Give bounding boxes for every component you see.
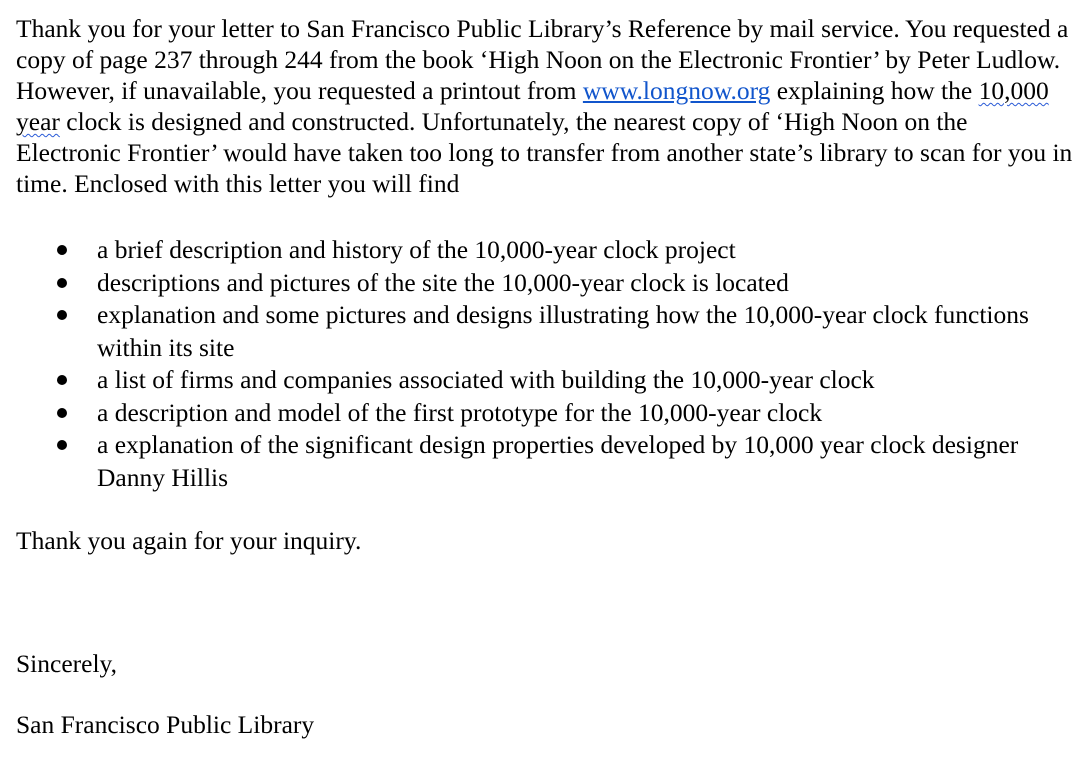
bullet-icon	[57, 245, 67, 255]
list-item	[16, 299, 1076, 364]
bullet-icon	[57, 408, 67, 418]
list-item-text: explanation and some pictures and designs illustrating how the 10,000-year clock functions within its site	[97, 300, 1029, 362]
list-item-text: a description and model of the first prototype for the 10,000-year clock	[97, 397, 823, 427]
bullet-icon	[57, 375, 67, 385]
bullet-icon	[57, 440, 67, 450]
sign-off: Sincerely,	[16, 649, 118, 678]
list-item	[16, 429, 1076, 494]
longnow-link[interactable]: www.longnow.org	[582, 76, 771, 105]
list-item	[16, 397, 1076, 430]
letter-body	[16, 13, 1076, 739]
intro-paragraph	[16, 13, 1076, 199]
list-item-text: a explanation of the significant design properties developed by 10,000 year clock designer Danny Hillis	[97, 430, 1019, 492]
signature: San Francisco Public Library	[16, 710, 315, 739]
enclosure-list	[16, 234, 1076, 494]
list-item	[16, 234, 1076, 267]
list-item	[16, 364, 1076, 397]
intro-text-part-1: Thank you for your letter to San Francisco Public Library’s Reference by mail service. You requested a copy of page 237 through 244 from the book ‘High Noon on the Electronic Frontier’ by Peter Ludlow. However, if unavailable, you requested a printout from	[16, 14, 1069, 105]
bullet-icon	[57, 278, 67, 288]
spellcheck-flagged-text[interactable]: 10,000 year	[16, 76, 1049, 136]
intro-text-part-3: clock is designed and constructed. Unfortunately, the nearest copy of ‘High Noon on the Electronic Frontier’ would have taken too long to transfer from another state’s library to scan for you in time. Enclosed with this letter you will find	[16, 107, 1073, 198]
list-item-text: a brief description and history of the 10,000-year clock project	[97, 235, 736, 264]
list-item-text: descriptions and pictures of the site the 10,000-year clock is located	[97, 267, 789, 297]
thanks-line: Thank you again for your inquiry.	[16, 526, 362, 555]
intro-text-part-2: explaining how the	[770, 76, 979, 105]
bullet-icon	[57, 310, 67, 320]
list-item	[16, 267, 1076, 300]
list-item-text: a list of firms and companies associated with building the 10,000-year clock	[97, 365, 875, 394]
